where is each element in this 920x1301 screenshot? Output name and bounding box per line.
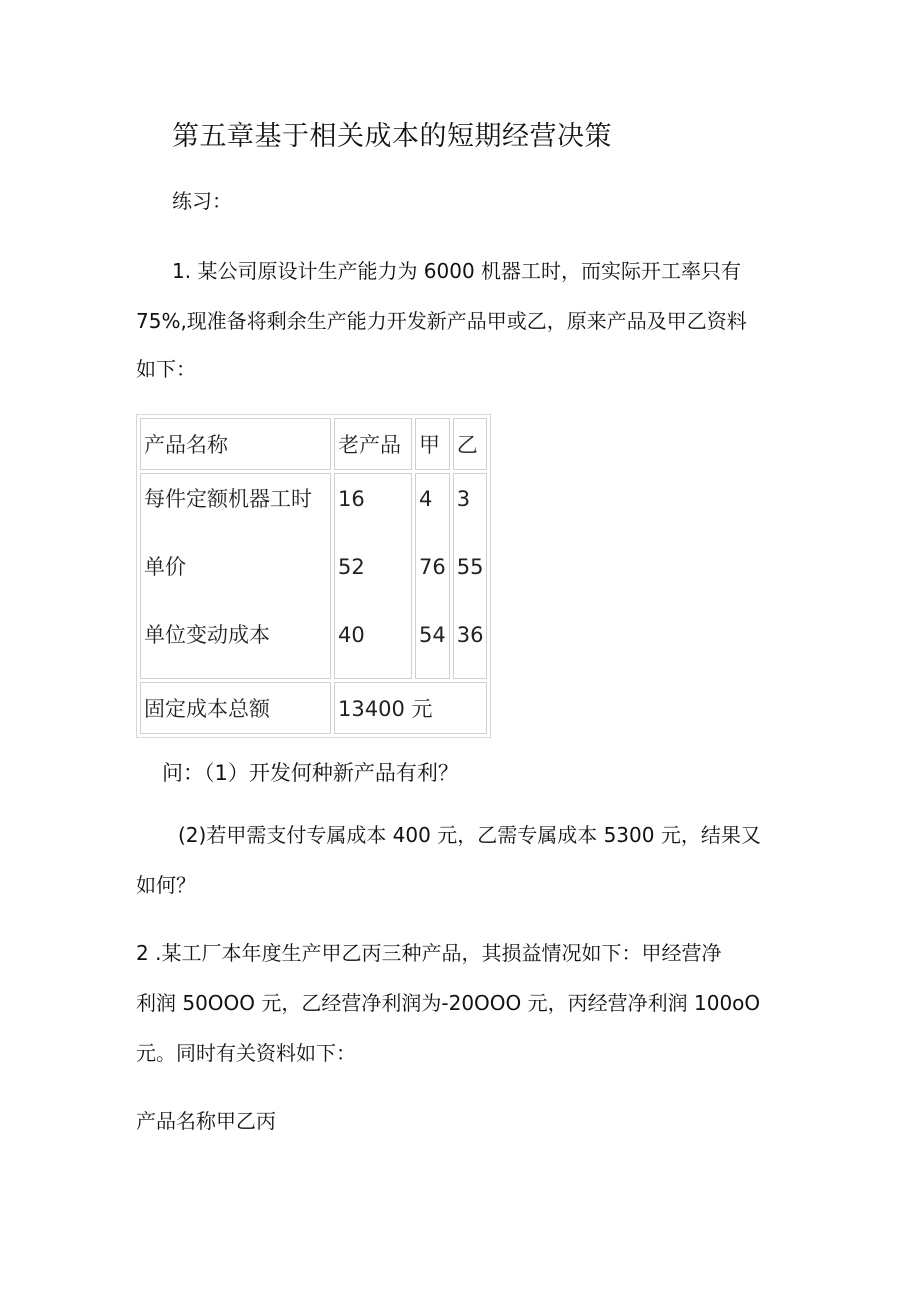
row-label-variable-cost: 单位变动成本 [144, 623, 270, 647]
question-2-line-1: 2 .某工厂本年度生产甲乙丙三种产品，其损益情况如下：甲经营净 [136, 941, 722, 965]
question-2-table-header: 产品名称甲乙丙 [136, 1109, 276, 1133]
product-data-table [136, 414, 491, 738]
question-1-line-2: 75%,现准备将剩余生产能力开发新产品甲或乙，原来产品及甲乙资料 [136, 309, 747, 333]
ask-2-line-1: (2)若甲需支付专属成本 400 元，乙需专属成本 5300 元，结果又 [178, 823, 761, 847]
table-header-row [140, 418, 487, 470]
fixed-cost-value: 13400 元 [334, 682, 487, 734]
row-labels [140, 473, 331, 679]
question-2-line-3: 元。同时有关资料如下： [136, 1041, 356, 1065]
fixed-cost-label: 固定成本总额 [140, 682, 331, 734]
question-2-line-2: 利润 50OOO 元，乙经营净利润为-20OOO 元，丙经营净利润 100oO [136, 991, 761, 1015]
old-unit-price: 52 [338, 555, 365, 579]
question-1-line-1: 1. 某公司原设计生产能力为 6000 机器工时，而实际开工率只有 [172, 259, 742, 283]
product-b-values [453, 473, 488, 679]
b-variable-cost: 36 [456, 623, 484, 647]
row-label-unit-price: 单价 [144, 555, 186, 579]
table-data-rows [140, 473, 487, 679]
header-product-b: 乙 [453, 418, 488, 470]
ask-1: 问：（1）开发何种新产品有利？ [162, 761, 459, 785]
header-product-a: 甲 [415, 418, 450, 470]
a-unit-price: 76 [419, 555, 446, 579]
chapter-title: 第五章基于相关成本的短期经营决策 [172, 121, 612, 152]
header-old-product: 老产品 [334, 418, 412, 470]
old-machine-hours: 16 [338, 487, 365, 511]
fixed-cost-row [140, 682, 487, 734]
a-variable-cost: 54 [419, 623, 446, 647]
product-a-values [415, 473, 450, 679]
b-machine-hours: 3 [456, 487, 471, 511]
a-machine-hours: 4 [419, 487, 433, 511]
exercise-label: 练习： [172, 189, 232, 213]
ask-2-line-2: 如何？ [136, 873, 196, 897]
question-1-line-3: 如下： [136, 357, 196, 381]
old-product-values [334, 473, 412, 679]
header-product-name: 产品名称 [140, 418, 331, 470]
old-variable-cost: 40 [338, 623, 365, 647]
row-label-machine-hours: 每件定额机器工时 [144, 487, 312, 511]
b-unit-price: 55 [456, 555, 484, 579]
